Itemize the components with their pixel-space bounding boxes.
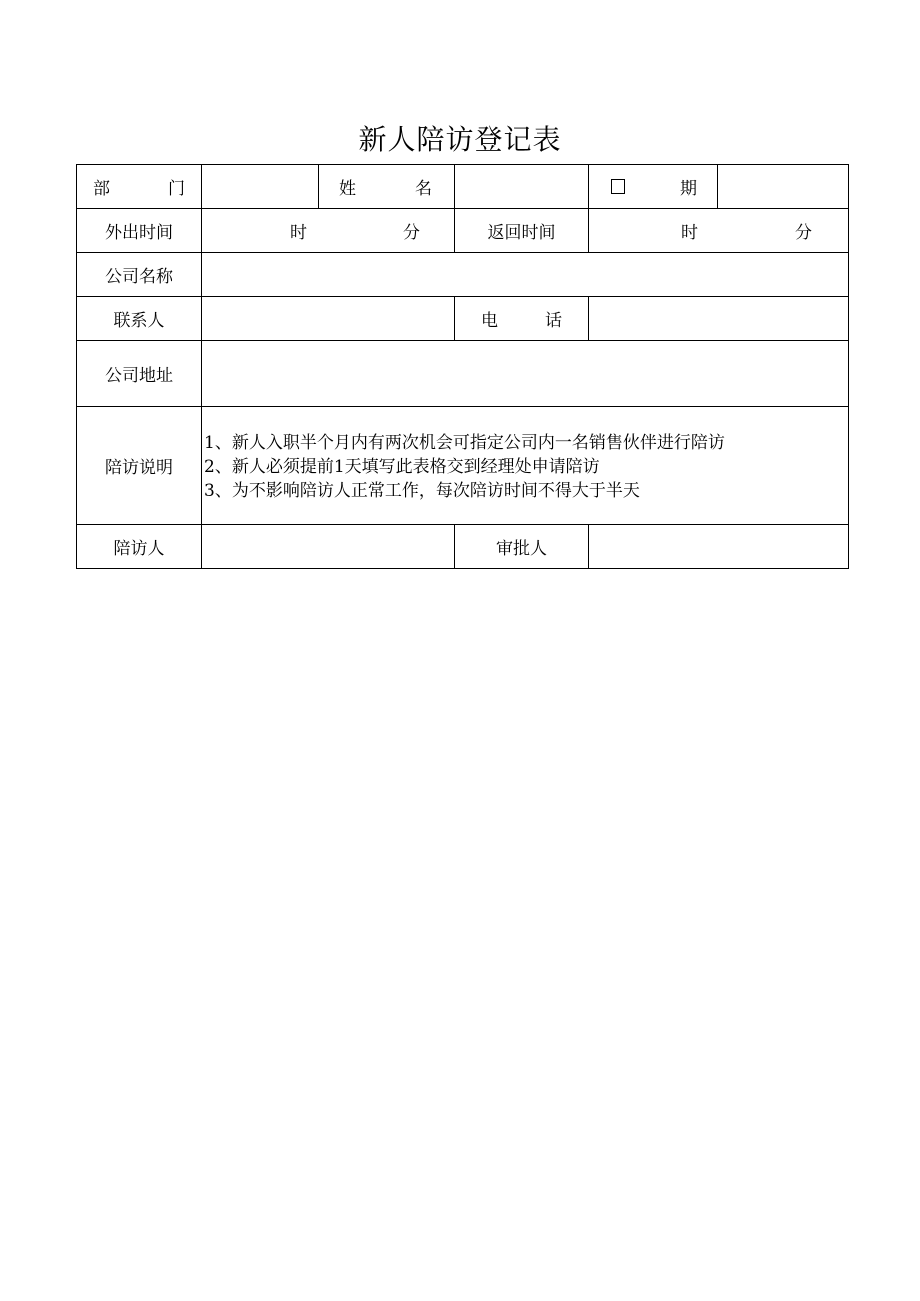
department-label-char2: 门 xyxy=(168,179,185,199)
department-field[interactable] xyxy=(202,165,319,209)
phone-field[interactable] xyxy=(589,297,849,341)
date-field[interactable] xyxy=(718,165,849,209)
contact-field[interactable] xyxy=(202,297,455,341)
notes-label: 陪访说明 xyxy=(77,407,202,525)
approver-label: 审批人 xyxy=(455,525,589,569)
company-address-label: 公司地址 xyxy=(77,341,202,407)
companion-label: 陪访人 xyxy=(77,525,202,569)
return-minute-label: 分 xyxy=(795,223,812,243)
out-time-field[interactable] xyxy=(202,209,455,253)
missing-glyph-box xyxy=(611,179,625,194)
company-address-field[interactable] xyxy=(202,341,849,407)
name-label-char1: 姓 xyxy=(339,179,356,199)
department-label-cell xyxy=(77,165,202,209)
date-label-char2: 期 xyxy=(680,179,697,199)
note-line-3: 3、为不影响陪访人正常工作，每次陪访时间不得大于半天 xyxy=(204,480,640,501)
registration-form xyxy=(76,164,849,569)
name-label-cell xyxy=(319,165,455,209)
contact-label: 联系人 xyxy=(77,297,202,341)
note-line-1: 1、新人入职半个月内有两次机会可指定公司内一名销售伙伴进行陪访 xyxy=(204,432,725,453)
name-field[interactable] xyxy=(455,165,589,209)
companion-field[interactable] xyxy=(202,525,455,569)
phone-label-char1: 电 xyxy=(481,311,498,331)
out-minute-label: 分 xyxy=(403,223,420,243)
phone-label-char2: 话 xyxy=(545,311,562,331)
out-hour-label: 时 xyxy=(290,223,307,243)
page-title: 新人陪访登记表 xyxy=(358,123,562,156)
phone-label-cell xyxy=(455,297,589,341)
return-hour-label: 时 xyxy=(681,223,698,243)
company-name-field[interactable] xyxy=(202,253,849,297)
company-name-label: 公司名称 xyxy=(77,253,202,297)
note-line-2: 2、新人必须提前1天填写此表格交到经理处申请陪访 xyxy=(204,456,600,477)
notes-cell xyxy=(202,407,849,525)
department-label-char1: 部 xyxy=(93,179,110,199)
return-time-field[interactable] xyxy=(589,209,849,253)
name-label-char2: 名 xyxy=(415,179,432,199)
date-label-cell xyxy=(589,165,718,209)
approver-field[interactable] xyxy=(589,525,849,569)
out-time-label: 外出时间 xyxy=(77,209,202,253)
return-time-label: 返回时间 xyxy=(455,209,589,253)
